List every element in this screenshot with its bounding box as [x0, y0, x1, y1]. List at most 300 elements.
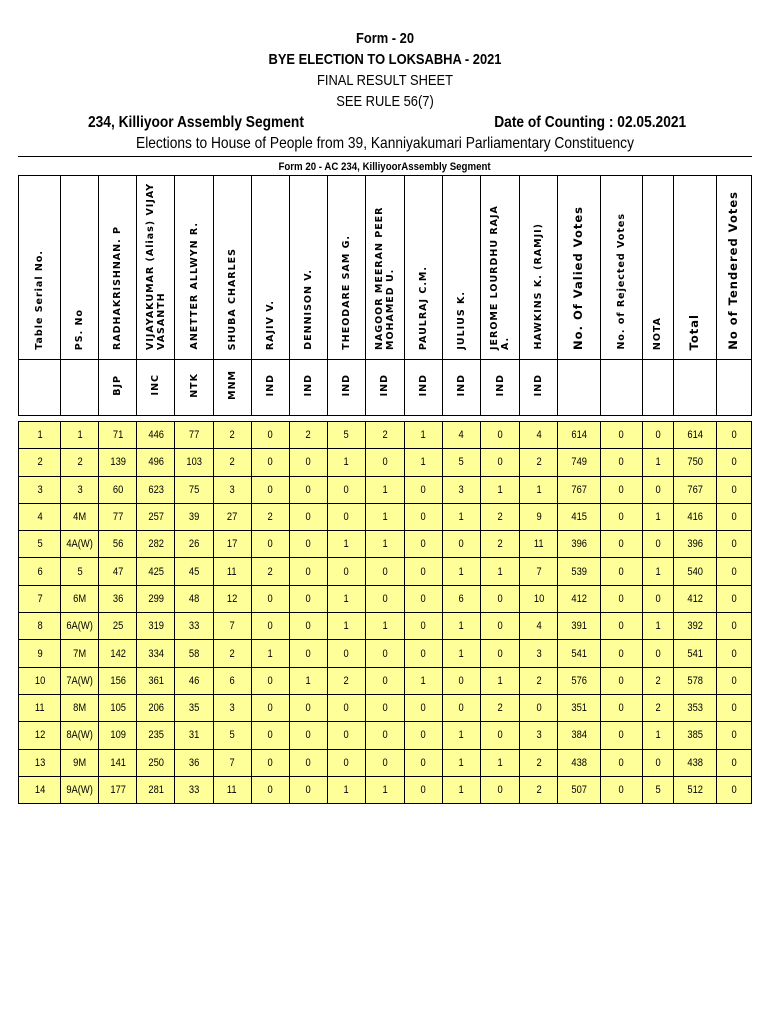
table-cell	[99, 667, 137, 694]
cell-value: 2	[305, 429, 311, 442]
cell-value: 109	[110, 729, 126, 742]
cell-value: 1	[458, 511, 465, 524]
cell-value: 11	[227, 565, 237, 578]
cell-value: 0	[305, 456, 311, 469]
table-cell	[600, 558, 642, 585]
cell-value: 614	[686, 429, 703, 442]
table-cell	[558, 503, 600, 530]
cell-value: 58	[188, 647, 200, 660]
cell-value: 1	[655, 620, 661, 633]
column-header-label: RAJIV V.	[264, 299, 276, 350]
table-cell	[175, 722, 213, 749]
column-header-label: No. Of Valied Votes	[571, 206, 586, 350]
column-header-label: DENNISON V.	[302, 269, 314, 350]
party-cell	[673, 360, 716, 416]
table-cell	[137, 422, 175, 449]
table-cell	[600, 776, 642, 803]
table-cell	[520, 722, 558, 749]
cell-value: 767	[571, 483, 587, 496]
column-header	[404, 176, 442, 360]
table-cell	[289, 531, 327, 558]
party-cell	[716, 360, 751, 416]
table-cell	[289, 449, 327, 476]
table-cell	[251, 476, 289, 503]
cell-value: 0	[420, 565, 427, 578]
column-header	[251, 176, 289, 360]
cell-value: 77	[112, 511, 124, 524]
table-cell	[520, 613, 558, 640]
table-cell	[642, 613, 673, 640]
table-cell	[558, 613, 600, 640]
cell-value: 77	[188, 429, 200, 442]
cell-value: 7	[229, 756, 235, 769]
column-header	[61, 176, 99, 360]
table-row	[19, 531, 752, 558]
table-cell	[251, 613, 289, 640]
table-cell	[289, 694, 327, 721]
cell-value: 541	[686, 647, 703, 660]
cell-value: 0	[420, 592, 427, 605]
table-cell	[327, 776, 365, 803]
table-cell	[716, 776, 751, 803]
table-row	[19, 749, 752, 776]
cell-value: 0	[267, 756, 273, 769]
cell-value: 33	[188, 620, 200, 633]
cell-value: 0	[343, 483, 349, 496]
table-cell	[213, 667, 251, 694]
table-cell	[673, 531, 716, 558]
cell-value: 0	[618, 429, 624, 442]
table-cell	[481, 776, 520, 803]
cell-value: 282	[148, 538, 164, 551]
cell-value: 438	[571, 756, 587, 769]
cell-value: 0	[305, 702, 311, 715]
table-cell	[404, 449, 442, 476]
table-cell	[520, 585, 558, 612]
table-cell	[442, 694, 480, 721]
cell-value: 0	[305, 784, 311, 796]
cell-value: 1	[458, 565, 465, 578]
column-header	[175, 176, 213, 360]
table-cell	[600, 694, 642, 721]
party-cell	[19, 360, 61, 416]
table-subtitle	[18, 160, 752, 175]
cell-value: 0	[618, 784, 624, 796]
election-title: BYE ELECTION TO LOKSABHA - 2021	[268, 51, 502, 68]
table-cell	[404, 776, 442, 803]
cell-value: 351	[571, 702, 587, 715]
table-cell	[442, 449, 480, 476]
table-cell	[61, 422, 99, 449]
cell-value: 2	[536, 784, 542, 796]
cell-value: 27	[226, 511, 238, 524]
cell-value: 4	[536, 429, 542, 442]
table-cell	[137, 694, 175, 721]
cell-value: 0	[655, 538, 661, 551]
cell-value: 614	[571, 429, 587, 442]
cell-value: 5	[77, 565, 83, 578]
cell-value: 319	[148, 620, 164, 633]
table-cell	[251, 667, 289, 694]
table-cell	[289, 422, 327, 449]
column-header-label: JULIUS K.	[456, 291, 468, 350]
table-cell	[520, 531, 558, 558]
cell-value: 13	[34, 756, 45, 769]
cell-value: 0	[420, 729, 427, 742]
table-cell	[213, 558, 251, 585]
cell-value: 0	[305, 729, 311, 742]
cell-value: 5	[229, 729, 235, 742]
table-cell	[175, 613, 213, 640]
cell-value: 0	[731, 702, 737, 715]
cell-value: 26	[188, 538, 200, 551]
table-cell	[175, 422, 213, 449]
table-cell	[99, 722, 137, 749]
cell-value: 0	[267, 592, 273, 605]
table-cell	[365, 558, 404, 585]
table-cell	[99, 749, 137, 776]
table-cell	[673, 749, 716, 776]
table-cell	[327, 694, 365, 721]
table-cell	[716, 585, 751, 612]
table-cell	[716, 640, 751, 667]
party-label: IND	[456, 373, 468, 397]
cell-value: 512	[686, 784, 703, 796]
column-header-label: PAULRAJ C.M.	[417, 265, 429, 350]
table-cell	[289, 722, 327, 749]
table-cell	[19, 503, 61, 530]
table-cell	[175, 640, 213, 667]
table-cell	[61, 449, 99, 476]
column-header-label: PS. No	[74, 308, 86, 350]
table-cell	[716, 667, 751, 694]
cell-value: 235	[148, 729, 164, 742]
table-cell	[404, 640, 442, 667]
table-cell	[642, 585, 673, 612]
table-cell	[520, 558, 558, 585]
column-header	[442, 176, 480, 360]
cell-value: 141	[110, 756, 126, 769]
table-cell	[673, 585, 716, 612]
cell-value: 1	[497, 674, 503, 687]
cell-value: 1	[382, 784, 388, 796]
table-cell	[99, 613, 137, 640]
party-header-row	[19, 360, 752, 416]
table-row	[19, 640, 752, 667]
table-cell	[404, 531, 442, 558]
table-cell	[520, 749, 558, 776]
cell-value: 361	[148, 674, 164, 687]
cell-value: 1	[536, 483, 542, 496]
party-label: IND	[533, 373, 545, 397]
column-header-label: JEROME LOURDHU RAJA A.	[489, 205, 512, 350]
table-cell	[61, 722, 99, 749]
table-cell	[213, 613, 251, 640]
cell-value: 0	[497, 784, 503, 796]
table-cell	[404, 422, 442, 449]
table-cell	[365, 613, 404, 640]
table-cell	[600, 667, 642, 694]
table-cell	[673, 640, 716, 667]
table-cell	[137, 776, 175, 803]
cell-value: 0	[305, 647, 311, 660]
cell-value: 1	[305, 674, 311, 687]
table-cell	[137, 667, 175, 694]
table-cell	[19, 558, 61, 585]
table-cell	[481, 449, 520, 476]
table-cell	[673, 613, 716, 640]
cell-value: 0	[267, 784, 273, 796]
cell-value: 4	[536, 620, 542, 633]
cell-value: 6	[37, 565, 43, 578]
cell-value: 0	[731, 674, 737, 687]
table-cell	[600, 422, 642, 449]
table-cell	[137, 558, 175, 585]
table-cell	[642, 694, 673, 721]
cell-value: 415	[571, 511, 587, 524]
column-header-label: No. of Rejected Votes	[615, 213, 627, 350]
table-cell	[137, 585, 175, 612]
results-table	[18, 175, 752, 804]
cell-value: 0	[618, 702, 624, 715]
cell-value: 0	[655, 647, 661, 660]
cell-value: 0	[497, 429, 503, 442]
party-cell	[442, 360, 480, 416]
table-cell	[481, 613, 520, 640]
cell-value: 2	[229, 647, 235, 660]
table-cell	[19, 613, 61, 640]
table-cell	[327, 613, 365, 640]
cell-value: 0	[420, 538, 427, 551]
table-cell	[99, 558, 137, 585]
table-cell	[404, 613, 442, 640]
table-cell	[404, 585, 442, 612]
table-cell	[558, 722, 600, 749]
cell-value: 0	[655, 592, 661, 605]
party-cell	[327, 360, 365, 416]
table-cell	[99, 476, 137, 503]
table-row	[19, 558, 752, 585]
cell-value: 0	[343, 565, 349, 578]
cell-value: 0	[618, 456, 624, 469]
table-cell	[365, 503, 404, 530]
cell-value: 1	[420, 674, 427, 687]
cell-value: 8A(W)	[66, 729, 94, 742]
cell-value: 0	[731, 483, 737, 496]
table-cell	[251, 640, 289, 667]
table-cell	[137, 640, 175, 667]
party-cell	[289, 360, 327, 416]
table-cell	[19, 694, 61, 721]
table-cell	[19, 422, 61, 449]
cell-value: 1	[77, 429, 83, 442]
table-cell	[61, 476, 99, 503]
divider	[18, 156, 752, 157]
cell-value: 9	[37, 647, 43, 660]
party-cell	[175, 360, 213, 416]
cell-value: 1	[458, 647, 465, 660]
cell-value: 576	[571, 674, 587, 687]
table-cell	[442, 503, 480, 530]
party-cell	[365, 360, 404, 416]
cell-value: 353	[686, 702, 703, 715]
column-header	[99, 176, 137, 360]
table-cell	[481, 749, 520, 776]
table-cell	[558, 531, 600, 558]
table-cell	[673, 449, 716, 476]
cell-value: 384	[571, 729, 587, 742]
table-row	[19, 422, 752, 449]
cell-value: 0	[420, 784, 427, 796]
cell-value: 1	[382, 620, 388, 633]
cell-value: 749	[571, 456, 587, 469]
table-cell	[61, 694, 99, 721]
cell-value: 1	[655, 565, 661, 578]
cell-value: 1	[655, 511, 661, 524]
table-cell	[175, 667, 213, 694]
table-cell	[19, 776, 61, 803]
table-row	[19, 613, 752, 640]
cell-value: 31	[188, 729, 200, 742]
cell-value: 156	[110, 674, 126, 687]
assembly-segment: 234, Killiyoor Assembly Segment	[88, 114, 304, 131]
cell-value: 496	[148, 456, 164, 469]
table-cell	[442, 531, 480, 558]
table-cell	[520, 503, 558, 530]
cell-value: 507	[571, 784, 587, 796]
cell-value: 105	[110, 702, 126, 715]
cell-value: 0	[731, 456, 737, 469]
cell-value: 2	[497, 538, 503, 551]
column-header-label: HAWKINS K. (RAMJI)	[533, 223, 545, 350]
table-cell	[327, 640, 365, 667]
cell-value: 0	[305, 483, 311, 496]
cell-value: 0	[618, 729, 624, 742]
table-cell	[99, 694, 137, 721]
cell-value: 4A(W)	[66, 538, 94, 551]
table-cell	[673, 722, 716, 749]
cell-value: 0	[305, 538, 311, 551]
table-cell	[404, 667, 442, 694]
column-header	[137, 176, 175, 360]
cell-value: 539	[571, 565, 587, 578]
cell-value: 750	[686, 456, 703, 469]
cell-value: 281	[148, 784, 164, 796]
table-cell	[175, 503, 213, 530]
party-cell	[137, 360, 175, 416]
cell-value: 1	[343, 620, 349, 633]
cell-value: 17	[226, 538, 238, 551]
cell-value: 1	[343, 456, 349, 469]
cell-value: 257	[148, 511, 164, 524]
cell-value: 446	[148, 429, 164, 442]
cell-value: 8M	[73, 702, 87, 715]
table-cell	[673, 422, 716, 449]
table-cell	[251, 503, 289, 530]
table-cell	[442, 585, 480, 612]
table-cell	[61, 585, 99, 612]
cell-value: 1	[497, 565, 503, 578]
cell-value: 5	[343, 429, 349, 442]
cell-value: 0	[305, 620, 311, 633]
cell-value: 2	[497, 702, 503, 715]
cell-value: 412	[571, 592, 587, 605]
cell-value: 7A(W)	[66, 674, 94, 687]
table-cell	[19, 531, 61, 558]
table-cell	[251, 449, 289, 476]
counting-date: Date of Counting : 02.05.2021	[494, 114, 686, 131]
cell-value: 1	[382, 538, 388, 551]
table-cell	[642, 503, 673, 530]
table-cell	[642, 422, 673, 449]
table-cell	[289, 476, 327, 503]
cell-value: 11	[34, 702, 45, 715]
party-cell	[600, 360, 642, 416]
party-cell	[558, 360, 600, 416]
party-cell	[520, 360, 558, 416]
party-label: NTK	[188, 372, 200, 398]
cell-value: 2	[536, 674, 542, 687]
table-cell	[716, 722, 751, 749]
table-cell	[520, 667, 558, 694]
table-cell	[442, 476, 480, 503]
cell-value: 0	[731, 511, 737, 524]
table-cell	[442, 667, 480, 694]
table-cell	[520, 476, 558, 503]
column-header	[642, 176, 673, 360]
table-cell	[642, 776, 673, 803]
table-cell	[673, 667, 716, 694]
party-label: IND	[264, 373, 276, 397]
column-header-label: NOTA	[652, 316, 664, 350]
cell-value: 392	[686, 620, 703, 633]
column-header-label: SHUBA CHARLES	[226, 247, 238, 350]
table-cell	[481, 531, 520, 558]
results-body	[19, 422, 752, 804]
table-cell	[61, 749, 99, 776]
cell-value: 1	[37, 429, 43, 442]
table-cell	[213, 722, 251, 749]
table-cell	[642, 531, 673, 558]
table-cell	[404, 749, 442, 776]
table-cell	[99, 531, 137, 558]
column-header-label: Table Serial No.	[34, 250, 46, 350]
cell-value: 0	[420, 483, 427, 496]
table-row	[19, 476, 752, 503]
cell-value: 2	[229, 456, 235, 469]
cell-value: 2	[536, 756, 542, 769]
table-cell	[442, 722, 480, 749]
cell-value: 0	[536, 702, 542, 715]
column-header-label: NAGOOR MEERAN PEER MOHAMED U.	[373, 206, 396, 350]
table-cell	[213, 776, 251, 803]
cell-value: 9M	[73, 756, 87, 769]
party-label: IND	[340, 373, 352, 397]
cell-value: 25	[112, 620, 124, 633]
cell-value: 391	[571, 620, 587, 633]
cell-value: 39	[188, 511, 200, 524]
cell-value: 0	[382, 756, 388, 769]
table-cell	[137, 749, 175, 776]
cell-value: 5	[655, 784, 661, 796]
table-cell	[99, 640, 137, 667]
cell-value: 0	[731, 729, 737, 742]
table-cell	[673, 558, 716, 585]
table-cell	[213, 749, 251, 776]
column-header	[289, 176, 327, 360]
table-cell	[327, 722, 365, 749]
cell-value: 7	[536, 565, 542, 578]
